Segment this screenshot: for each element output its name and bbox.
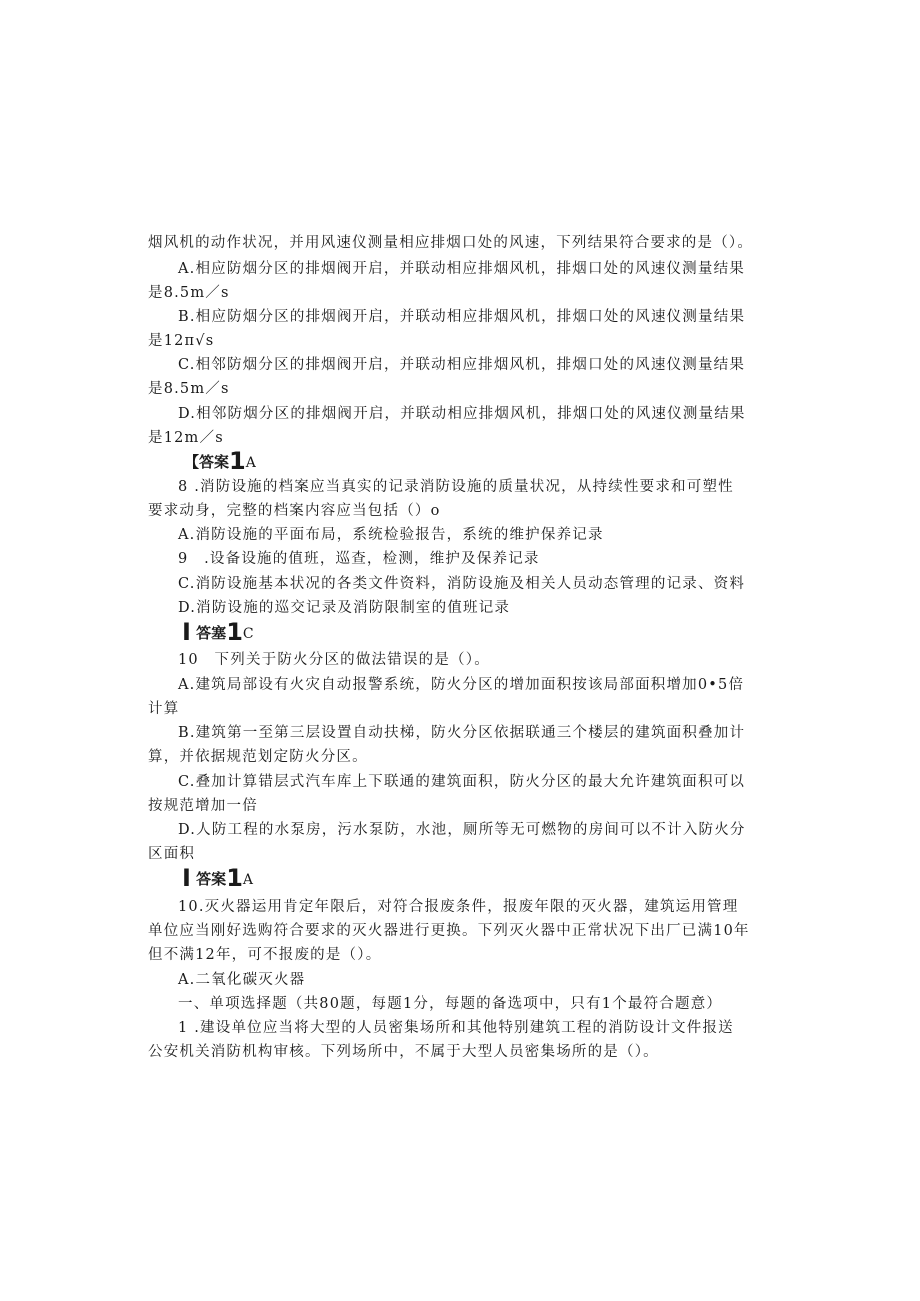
option-d-text: D.人防工程的水泵房，污水泵防，水池，厕所等无可燃物的房间可以不计入防火分 [178,822,746,838]
text-line: 算，并依据规范划定防火分区。 [148,749,368,765]
text-line: 按规范增加一倍 [148,798,258,814]
answer-label [182,620,254,646]
text-line: 公安机关消防机构审核。下列场所中，不属于大型人员密集场所的是（）。 [148,1044,659,1060]
text-line: 9 .设备设施的值班，巡查，检测，维护及保养记录 [178,551,540,567]
text-line: 是8.5m／s [148,381,230,397]
option-c-text: C.消防设施基本状况的各类文件资料，消防设施及相关人员动态管理的记录、资料 [178,576,746,592]
option-a-text: A.建筑局部设有火灾自动报警系统，防火分区的增加面积按该局部面积增加0•5倍 [178,677,745,693]
text-line: 烟风机的动作状况，并用风速仪测量相应排烟口处的风速，下列结果符合要求的是（）。 [148,235,754,251]
option-b-text: B.建筑第一至第三层设置自动扶梯，防火分区依据联通三个楼层的建筑面积叠加计 [178,725,746,741]
option-c-text: C.相邻防烟分区的排烟阀开启，并联动相应排烟风机，排烟口处的风速仪测量结果 [178,357,746,373]
answer-prefix: 答案 [196,870,227,888]
option-b-text: B.相应防烟分区的排烟阀开启，并联动相应排烟风机，排烟口处的风速仪测量结果 [178,309,746,325]
option-a-text: A.二氧化碳灭火器 [178,972,306,988]
answer-number: 1 [229,447,246,475]
question-text: 1 .建设单位应当将大型的人员密集场所和其他特别建筑工程的消防设计文件报送 [178,1020,734,1036]
answer-letter: A [242,872,254,888]
question-text: 10.灭火器运用肯定年限后，对符合报废条件，报废年限的灭火器，建筑运用管理 [178,899,739,915]
answer-number: 1 [226,618,243,646]
answer-prefix: 答塞 [196,624,227,642]
text-line: 但不满12年，可不报废的是（）。 [148,947,382,963]
option-a-text: A.相应防烟分区的排烟阀开启，并联动相应排烟风机，排烟口处的风速仪测量结果 [178,261,745,277]
answer-label [182,866,253,892]
text-line: 是12π√s [148,333,215,349]
answer-letter: A [245,455,256,471]
option-c-text: C.叠加计算错层式汽车库上下联通的建筑面积，防火分区的最大允许建筑面积可以 [178,774,746,790]
answer-bar: I [182,618,191,646]
answer-label [184,449,256,475]
text-line: 是8.5m／s [148,285,230,301]
option-d-text: D.消防设施的巡交记录及消防限制室的值班记录 [178,600,511,616]
section-heading: 一、单项选择题（共80题，每题1分，每题的备选项中，只有1个最符合题意） [178,996,723,1012]
answer-number: 1 [226,864,243,892]
answer-prefix: 【答案 [184,453,230,471]
question-text: 10 下列关于防火分区的做法错误的是（）。 [178,652,490,668]
text-line: 是12m／s [148,430,224,446]
option-d-text: D.相邻防烟分区的排烟阀开启，并联动相应排烟风机，排烟口处的风速仪测量结果 [178,406,746,422]
text-line: 区面积 [148,846,196,862]
answer-letter: C [242,626,254,642]
option-a-text: A.消防设施的平面布局，系统检验报告，系统的维护保养记录 [178,527,604,543]
text-line: 单位应当刚好选购符合要求的灭火器进行更换。下列灭火器中正常状况下出厂已满10年 [148,923,750,939]
text-line: 要求动身，完整的档案内容应当包括（）o [148,503,441,519]
answer-bar: I [182,864,191,892]
text-line: 计算 [148,701,180,717]
question-text: 8 .消防设施的档案应当真实的记录消防设施的质量状况，从持续性要求和可塑性 [178,479,734,495]
